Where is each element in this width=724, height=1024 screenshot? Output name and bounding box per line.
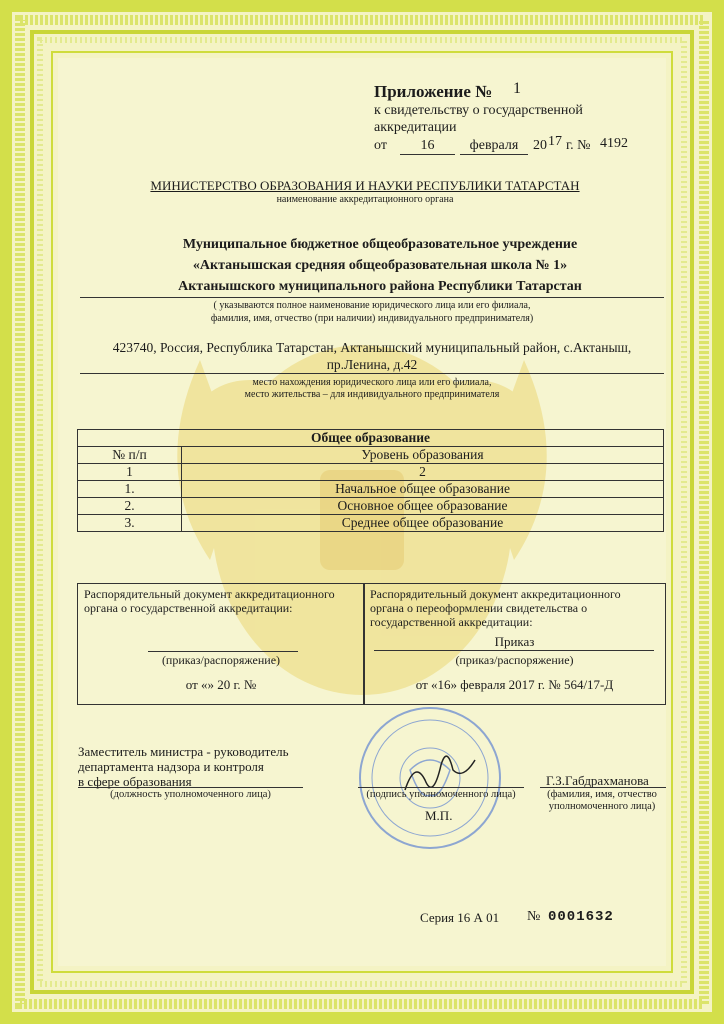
- signer-position-underline: [78, 787, 303, 788]
- signer-name-caption2: уполномоченного лица): [548, 801, 656, 812]
- appendix-year-g: г. №: [566, 138, 591, 153]
- table-row: [78, 515, 664, 532]
- signer-name-underline: [540, 787, 666, 788]
- institution-line2: «Актанышская средняя общеобразовательная школа № 1»: [192, 258, 568, 273]
- appendix-year-prefix: 20: [533, 138, 547, 153]
- accreditation-doc-line: [148, 651, 298, 652]
- signer-position-line3: в сфере образования: [78, 774, 192, 789]
- address-line1: 423740, Россия, Республика Татарстан, Актанышский муниципальный район, с.Актаныш,: [112, 340, 632, 355]
- series-label: Серия 16 А 01: [420, 910, 500, 925]
- table-title-row: [78, 430, 664, 447]
- reissue-date: от «16» февраля 2017 г. № 564/17-Д: [415, 677, 614, 692]
- reissue-doc-type: Приказ: [494, 634, 535, 649]
- signature-underline: [358, 787, 524, 788]
- address-caption2: место жительства – для индивидуального предпринимателя: [244, 389, 500, 400]
- table-index-row: [78, 464, 664, 481]
- appendix-cert-number: 4192: [600, 136, 628, 151]
- signer-position-caption: (должность уполномоченного лица): [110, 789, 271, 800]
- appendix-line1: к свидетельству о государственной: [374, 103, 583, 118]
- authority-caption: наименование аккредитационного органа: [276, 194, 454, 205]
- reissue-text3: государственной аккредитации:: [370, 615, 533, 629]
- appendix-line2: аккредитации: [374, 120, 457, 135]
- row-number: 3.: [78, 515, 182, 532]
- seal-mark: М.П.: [425, 808, 453, 823]
- accreditation-date: от «» 20 г. №: [185, 677, 257, 692]
- signer-name-caption1: (фамилия, имя, отчество: [547, 789, 657, 800]
- signer-position-line1: Заместитель министра - руководитель: [78, 744, 289, 759]
- appendix-number: 1: [513, 80, 521, 97]
- accreditation-text2: органа о государственной аккредитации:: [84, 601, 293, 615]
- reissue-doc-line: [374, 650, 654, 651]
- authority-name: МИНИСТЕРСТВО ОБРАЗОВАНИЯ И НАУКИ РЕСПУБЛИКИ ТАТАРСТАН: [150, 178, 580, 193]
- table-header-row: [78, 447, 664, 464]
- address-line2: пр.Ленина, д.42: [326, 357, 418, 372]
- row-level: Среднее общее образование: [182, 515, 664, 532]
- institution-line1: Муниципальное бюджетное общеобразовательное учреждение: [182, 237, 578, 252]
- institution-underline: [80, 297, 664, 298]
- row-number: 1.: [78, 481, 182, 498]
- col-index-1: 1: [78, 464, 182, 481]
- accreditation-document-box: [77, 583, 365, 705]
- table-title: Общее образование: [78, 430, 664, 447]
- appendix-title: Приложение №: [374, 82, 493, 101]
- address-underline: [80, 373, 664, 374]
- reissue-caption: (приказ/распоряжение): [455, 653, 574, 667]
- accreditation-text1: Распорядительный документ аккредитационного: [84, 587, 335, 601]
- col-number-header: № п/п: [78, 447, 182, 464]
- accreditation-caption: (приказ/распоряжение): [161, 653, 281, 667]
- signer-name: Г.З.Габдрахманова: [546, 773, 649, 788]
- col-index-2: 2: [182, 464, 664, 481]
- reissue-document-box: [363, 583, 666, 705]
- table-row: [78, 481, 664, 498]
- row-level: Начальное общее образование: [182, 481, 664, 498]
- institution-caption2: фамилия, имя, отчество (при наличии) индивидуального предпринимателя): [210, 313, 534, 324]
- appendix-month: февраля: [460, 138, 528, 155]
- institution-line3: Актанышского муниципального района Республики Татарстан: [178, 279, 582, 294]
- serial-number: 0001632: [548, 909, 614, 925]
- row-number: 2.: [78, 498, 182, 515]
- reissue-text2: органа о переоформлении свидетельства о: [370, 601, 588, 615]
- appendix-date-prefix: от: [374, 138, 387, 153]
- reissue-text1: Распорядительный документ аккредитационного: [370, 587, 621, 601]
- table-row: [78, 498, 664, 515]
- signature-caption: (подпись уполномоченного лица): [366, 789, 516, 800]
- signer-position-line2: департамента надзора и контроля: [78, 759, 264, 774]
- col-level-header: Уровень образования: [182, 447, 664, 464]
- appendix-year-suffix: 17: [548, 134, 562, 149]
- row-level: Основное общее образование: [182, 498, 664, 515]
- address-caption1: место нахождения юридического лица или его филиала,: [252, 377, 492, 388]
- institution-caption1: ( указываются полное наименование юридического лица или его филиала,: [213, 300, 531, 311]
- education-table: [77, 429, 664, 532]
- appendix-day: 16: [400, 138, 455, 155]
- serial-no-label: №: [527, 909, 541, 924]
